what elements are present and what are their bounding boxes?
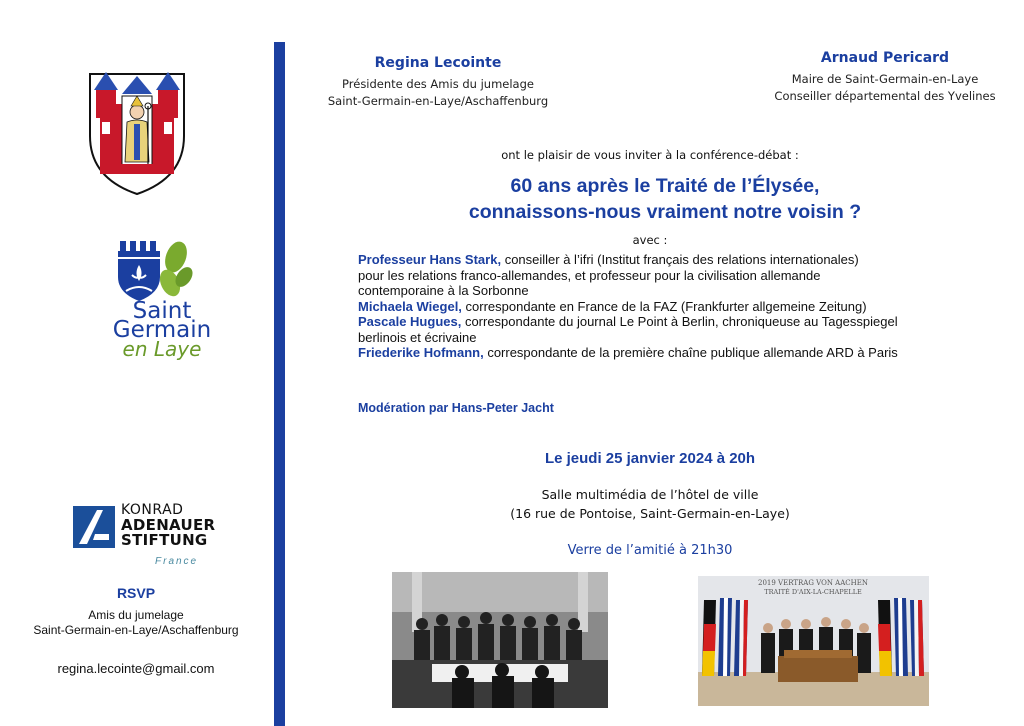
speaker-line	[358, 283, 998, 299]
conference-title-line-1: 60 ans après le Traité de l’Élysée,	[510, 175, 820, 197]
kas-france-label: France	[155, 556, 199, 567]
speaker-desc: correspondante en France de la FAZ (Frankfurter allgemeine Zeitung)	[461, 298, 867, 314]
host-name: Regina Lecointe	[374, 55, 502, 71]
conference-title-line-2: connaissons-nous vraiment notre voisin ?	[468, 201, 862, 223]
kas-line-1: KONRAD	[121, 502, 184, 518]
host-arnaud-pericard	[760, 50, 1010, 105]
rsvp-label: RSVP	[116, 585, 156, 601]
speaker-line	[358, 345, 998, 361]
photo-caption-line-1: 2019 VERTRAG VON AACHEN	[758, 579, 868, 587]
sgl-line-2: Germain	[112, 317, 212, 343]
saint-germain-en-laye-wordmark	[112, 298, 212, 361]
photo-caption-line-2: TRAITÉ D'AIX-LA-CHAPELLE	[764, 588, 862, 596]
event-date: Le jeudi 25 janvier 2024 à 20h	[544, 450, 756, 467]
host-name: Arnaud Pericard	[820, 50, 950, 66]
speaker-desc: contemporaine à la Sorbonne	[358, 283, 529, 298]
aschaffenburg-coat-of-arms-icon	[82, 66, 192, 198]
rsvp-org-line-2: Saint-Germain-en-Laye/Aschaffenburg	[33, 623, 239, 637]
speaker-desc: pour les relations franco-allemandes, et professeur pour la civilisation allemande	[358, 267, 821, 283]
sgl-line-3: en Laye	[122, 337, 202, 361]
speaker-line	[358, 252, 998, 268]
kas-line-2: ADENAUER	[121, 516, 216, 534]
vertical-divider	[274, 42, 285, 726]
moderation-line: Modération par Hans-Peter Jacht	[358, 401, 554, 415]
left-column	[0, 0, 272, 726]
host-regina-lecointe	[318, 55, 558, 110]
venue-line-1: Salle multimédia de l’hôtel de ville	[541, 487, 759, 502]
reception-time: Verre de l’amitié à 21h30	[567, 543, 733, 558]
host-title-line-1: Présidente des Amis du jumelage	[342, 77, 534, 91]
speaker-line	[358, 330, 998, 346]
venue-line-2: (16 rue de Pontoise, Saint-Germain-en-Laye)	[510, 506, 790, 521]
speaker-desc: conseiller à l’ifri (Institut français des relations internationales)	[501, 252, 859, 267]
speaker-desc: correspondante de la première chaîne publique allemande ARD à Paris	[483, 345, 898, 360]
speaker-desc: berlinois et écrivaine	[358, 329, 477, 345]
rsvp-org-line-1: Amis du jumelage	[88, 608, 184, 622]
konrad-adenauer-mark-icon	[73, 506, 115, 548]
speaker-name: Professeur Hans Stark,	[358, 252, 502, 267]
speaker-line	[358, 268, 998, 284]
speaker-name: Michaela Wiegel,	[358, 298, 462, 314]
host-title-line-1: Maire de Saint-Germain-en-Laye	[791, 72, 979, 86]
speaker-desc: correspondante du journal Le Point à Berlin, chroniqueuse au Tagesspiegel	[461, 314, 898, 329]
kas-line-3: STIFTUNG	[121, 531, 208, 549]
photo-2019-aachen-treaty	[698, 576, 929, 706]
speaker-line	[358, 299, 998, 315]
avec-label: avec :	[632, 233, 668, 247]
speaker-name: Pascale Hugues,	[358, 314, 462, 329]
speakers-list	[358, 252, 998, 361]
sgl-line-1: Saint	[132, 298, 192, 324]
konrad-adenauer-wordmark	[121, 503, 215, 548]
invitation-intro: ont le plaisir de vous inviter à la conférence-débat :	[501, 148, 799, 162]
rsvp-email[interactable]: regina.lecointe@gmail.com	[57, 661, 215, 676]
speaker-name: Friederike Hofmann,	[358, 345, 484, 360]
speaker-line	[358, 314, 998, 330]
host-title-line-2: Conseiller départemental des Yvelines	[774, 89, 996, 103]
host-title-line-2: Saint-Germain-en-Laye/Aschaffenburg	[327, 94, 549, 108]
photo-1963-signing	[392, 572, 608, 708]
